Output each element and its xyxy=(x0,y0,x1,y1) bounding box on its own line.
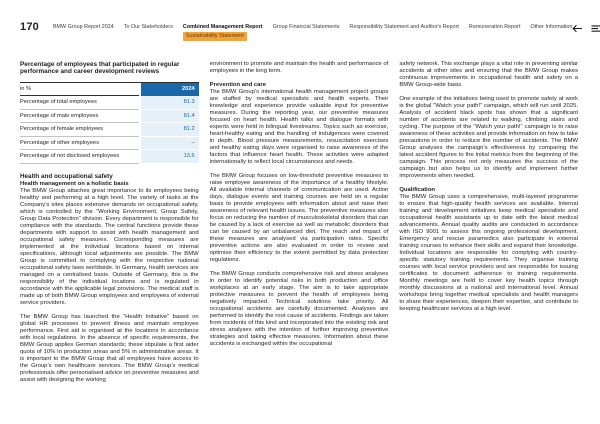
table-row-value: – xyxy=(141,137,199,151)
subsection-heading-holistic-basis: Health management on a holistic basis xyxy=(20,181,129,188)
nav-responsibility-statement[interactable] xyxy=(349,24,459,41)
nav-group-financial-statements[interactable] xyxy=(273,24,340,41)
table-row-label: Percentage of not disclosed employees xyxy=(20,150,139,164)
table-row xyxy=(20,96,199,110)
body-paragraph: safety network. This exchange plays a vital role in preventing similar accidents at other sites and ensuring that the BMW Group makes continuous improvements in occupational health and safety on a BMW Group-wide basis. xyxy=(399,60,579,88)
column-3 xyxy=(399,61,578,392)
top-bar xyxy=(0,0,600,41)
header-icons xyxy=(572,23,600,33)
nav-to-our-stakeholders-label: To Our Stakeholders xyxy=(123,24,173,30)
body-paragraph: One example of the initiatives being used to promote safety at work is the global “Watch your path!” campaign, which will run until 2025. Analysis of accident black spots has shown that a significant number of accidents are related to walking, climbing stairs and cycling. The purpose of the “Watch your path!” campaign is to raise awareness of these activities and provide information on how to take precautions in order to reduce the number of accidents. The BMW Group analyses the campaign’s effectiveness by comparing the latest accident figures to the initial metrics from the beginning of the campaign. This process not only measures the success of the campaign but also helps us to identify and implement further improvements when needed. xyxy=(399,95,579,179)
page-number: 170 xyxy=(20,21,39,33)
nav-other-information[interactable] xyxy=(530,24,572,41)
nav-responsibility-statement-label: Responsibility Statement and Auditor's Report xyxy=(349,24,459,30)
table-row-label: Percentage of female employees xyxy=(20,123,139,137)
table-row xyxy=(20,150,199,164)
table-row-value: 81.2 xyxy=(141,123,199,137)
nav-other-information-label: Other Information xyxy=(530,24,573,30)
nav-to-our-stakeholders[interactable] xyxy=(124,24,173,41)
table-row-label: Percentage of other employees xyxy=(20,137,139,151)
arrow-left-icon[interactable] xyxy=(572,24,583,33)
nav-report-title[interactable] xyxy=(53,24,114,41)
table-row-label: Percentage of male employees xyxy=(20,110,139,124)
section-heading-health-safety: Health and occupational safety xyxy=(20,172,113,180)
table-unit-label: in % xyxy=(20,83,139,97)
column-2 xyxy=(210,61,389,392)
body-paragraph: environment to promote and maintain the health and performance of employees in the long term. xyxy=(209,60,389,74)
body-paragraph: The BMW Group has launched the “Health Initiative” based on global HR processes to prevent illness and maintain employee performance. First aid is organised at the locations in accordance with local regulations. In the absence of specific requirements, the BMW Group applies German standards; these stipulate a first aider quota of 10% in production areas and 5% in administrative areas. It is important to the BMW Group that all employees have access to the Group’s own healthcare services. The BMW Group’s medical professionals offer personalised advice on preventive measures and assist with designing the working xyxy=(20,314,199,384)
body-paragraph: The BMW Group’s international health management project groups are staffed by medical specialists and health experts. Their knowledge and experience provide valuable input for preventive measures. During the reporting year, our preventive measures focused on heart health. Health talks and dialogue formats with experts were held in bilingual livestreams. Topics such as exercise, heart-healthy eating and the handling of indulgences were covered in depth. Blood pressure measurements, resuscitation exercises and healthy eating days were organised to raise awareness of the factors that influence heart health. These activities were adapted internationally to reflect local circumstances and needs. xyxy=(209,88,389,165)
page-content xyxy=(0,61,600,392)
nav-sustainability-statement-tag[interactable]: Sustainability Statement xyxy=(183,32,247,41)
subsection-heading-qualification: Qualification xyxy=(399,186,436,193)
column-1 xyxy=(20,61,199,392)
table-row xyxy=(20,137,199,151)
table-header-row xyxy=(20,82,199,97)
table-row-value: 81.3 xyxy=(141,96,199,110)
table-row-label: Percentage of total employees xyxy=(20,96,139,110)
nav-combined-management-report-label: Combined Management Report xyxy=(182,24,263,30)
table-year-header: 2024 xyxy=(141,83,199,97)
top-navigation xyxy=(53,24,572,41)
body-paragraph: The BMW Group conducts comprehensive risk and stress analyses in order to identify potential risks in both production and office workplaces at an early stage. The aim is to take appropriate protective measures to prevent the health of employees being negatively impacted. Technical solutions take priority. All occupational accidents are carefully documented. Analyses are performed to identify the root cause of accidents. Findings are taken from incidents of this kind and incorporated into the existing risk and stress analyses with the intention of further improving preventive strategies and taking effective measures. Information about these accidents is exchanged within the occupational xyxy=(209,270,389,347)
table-row xyxy=(20,110,199,124)
body-paragraph: The BMW Group uses a comprehensive, multi-layered programme to ensure that high-quality health services are available. Internal training and development initiatives keep medical specialists and occupational health assistants up to date with the latest medical advancements. Annual quality audits are conducted in accordance with ISO 9001 to assess this ongoing professional development. Emergency and rescue paramedics also participate in external training courses to enhance their skills and expand their knowledge. Individual locations are responsible for complying with country-specific statutory training requirements. They organise training courses with local service providers and are responsible for issuing certificates to document adherence to training requirements. Monthly meetings are held to cover key health topics through monthly discussions at a national and international level. Annual workshops bring together medical specialists and health managers to share their experiences, deepen their expertise, and contribute to keeping healthcare services at a high level. xyxy=(399,193,579,312)
table-of-contents-icon[interactable] xyxy=(591,24,600,33)
nav-combined-management-report[interactable] xyxy=(183,24,263,41)
table-row-value: 81.4 xyxy=(141,110,199,124)
performance-review-table xyxy=(20,82,199,164)
table-row-value: 13.6 xyxy=(141,150,199,164)
nav-report-title-label: BMW Group Report 2024 xyxy=(52,24,114,30)
nav-group-financial-statements-label: Group Financial Statements xyxy=(272,24,340,30)
nav-remuneration-report-label: Remuneration Report xyxy=(468,24,521,30)
nav-remuneration-report[interactable] xyxy=(469,24,521,41)
body-paragraph: The BMW Group focuses on low-threshold preventive measures to raise employee awareness of the importance of a healthy lifestyle. All available internal channels of communication are used. Action days, dialogue events and training courses are held on a regular basis to provide employees with information about and raise their awareness of relevant health issues. The preventive measures also focus on reducing the number of musculoskeletal disorders that can be caused by a lack of exercise as well as metabolic disorders that can be caused by an unbalanced diet. The reach and impact of these measures are analysed via participation rates. Specific preventive actions are also evaluated in order to review and optimise their efficiency to the extent permitted by data protection regulations. xyxy=(209,172,389,263)
table-title: Percentage of employees that participated in regular performance and career development reviews xyxy=(20,60,180,76)
body-paragraph: The BMW Group attaches great importance to its employees being healthy and performing at a high level. The variety of tasks at the Company’s sites places extensive demands on occupational safety, which is controlled by the “Working Environment, Group Safety, Group Data Protection” division. Every department is responsible for compliance with the standards. The central functions provide these departments with support to assist with health management and occupational safety measures. Corresponding measures are implemented at the individual locations based on internal specifications, although local adjustments are possible. The BMW Group is committed to complying with the respective national occupational safety laws worldwide. In Germany, health services are managed on a centralised basis. Outside of Germany, this is the responsibility of the individual locations and is regulated in accordance with the applicable legal provisions. The medical staff is made up of both BMW Group employees and employees of external service providers. xyxy=(20,188,199,307)
subsection-heading-prevention-care: Prevention and care xyxy=(209,81,266,88)
table-row xyxy=(20,123,199,137)
